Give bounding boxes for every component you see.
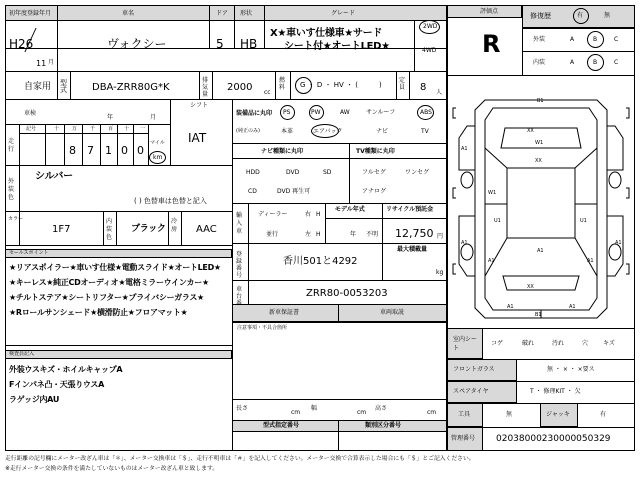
inspection-label: 車検 (24, 110, 37, 117)
inspector-note-2: Fインパネ凸・天張りウスA (9, 380, 104, 389)
capacity-value: 8 (420, 82, 427, 93)
height-unit: cm (427, 409, 437, 416)
type-label: 型式指定番号 (263, 422, 300, 429)
interior-grade-label: 内装 (533, 59, 546, 66)
max-load-unit: kg (436, 269, 444, 276)
diag-label-rear-bl: A1 (507, 304, 514, 310)
footer-line-2: ※走行メーター交換の条件を満たしていないものはメーター改ざん車と致します。 (5, 466, 219, 472)
diag-label-windshield: W1 (535, 140, 544, 146)
tv-analog: アナログ (362, 188, 387, 195)
color-note: ( ) 色替車は色替と記入 (134, 197, 207, 205)
equip-ps: PS (283, 109, 291, 116)
diag-label-door-l2: U1 (494, 218, 501, 224)
inspector-note-1: 外装ウスキズ・ホイルキャップA (9, 365, 123, 374)
handle-right: 右 (305, 211, 312, 218)
import-label: 輸入車 (236, 212, 243, 235)
class-label: 類別区分番号 (365, 422, 402, 429)
recycle-amount: 12,750 (395, 227, 434, 240)
seat-opt-hole: 穴 (582, 340, 589, 347)
diag-label-roof: XX (535, 158, 542, 164)
month-unit: 月 (48, 59, 55, 66)
odo-unit-mile: マイル (150, 140, 165, 146)
usage-value: 自家用 (24, 82, 52, 92)
rating-value: R (482, 30, 501, 58)
capacity-unit: 人 (436, 89, 443, 96)
odo-header-100: 百 (108, 126, 114, 132)
diag-label-rear: B1 (535, 312, 542, 318)
shift-label: シフト (190, 102, 209, 109)
odo-header-symbol: 記号 (26, 126, 37, 132)
odo-unit-km: km (153, 154, 163, 161)
exterior-color-label: 外装色 (8, 178, 15, 201)
interior-seat-label: 室内シート (453, 336, 478, 352)
odo-digit-3: 1 (105, 144, 112, 157)
navi-title: ナビ種類に丸印 (261, 148, 304, 155)
equip-tv: TV (421, 128, 429, 135)
width-label: 幅 (311, 405, 318, 412)
recycle-yen: 円 (437, 233, 444, 240)
capacity-label: 定員 (399, 77, 406, 91)
grade-line1: X★車いす仕様車★サード (270, 28, 383, 39)
mgmt-label: 管理番号 (451, 435, 476, 442)
equip-leather: 本革 (281, 128, 294, 135)
model-year-label: モデル年式 (335, 206, 365, 213)
diag-label-rear-br: A1 (569, 304, 576, 310)
diag-label-door-l: W1 (488, 190, 497, 196)
inspector-notes-label: 検査員記入 (9, 351, 35, 357)
repair-yes: 有 (577, 12, 584, 19)
tools-value: 無 (506, 411, 513, 418)
cc-unit: cc (264, 89, 271, 96)
navi-dvd-play: DVD 再生可 (277, 188, 311, 195)
equip-abs: ABS (420, 109, 432, 116)
odo-digit-5: 0 (137, 144, 144, 157)
equipment-subtitle: (純正のみ) (236, 128, 260, 134)
diag-label-tailgate: XX (527, 284, 534, 290)
equipment-title: 装備品に丸印 (236, 110, 273, 117)
recycle-label: リサイクル預託金 (386, 206, 434, 213)
odo-header-10000: 万 (72, 126, 78, 132)
model-value: DBA-ZRR80G*K (92, 82, 170, 93)
equip-pw: PW (311, 109, 321, 116)
selling-points-label: セールスポイント (9, 250, 49, 256)
shift-value: IAT (188, 131, 207, 145)
odo-header-1: 一 (140, 126, 146, 132)
plate-value: 香川501と4292 (283, 256, 358, 267)
selling-point-3: ★チルトステア★シートリフター★プライバシーガラス★ (9, 293, 204, 302)
interior-grade-b: B (593, 59, 598, 66)
odo-digit-4: 0 (121, 144, 128, 157)
navi-sd: SD (323, 169, 332, 176)
displacement-label: 排気量 (202, 77, 209, 98)
exterior-grade-c: C (614, 36, 619, 43)
car-name-label: 車名 (122, 10, 135, 17)
diag-label-door-r2: U1 (580, 218, 587, 224)
reg-month: 11 (36, 59, 47, 68)
odo-digit-1: 8 (69, 144, 76, 157)
notes-label: 注意事項・不具合箇所 (237, 325, 288, 331)
inspector-notes-header (5, 350, 232, 359)
manual: 車両取説 (380, 309, 405, 316)
seat-opt-burn: コゲ (491, 340, 504, 347)
spare-label: スペアタイヤ (453, 388, 489, 395)
navi-cd: CD (248, 188, 257, 195)
length-label: 長さ (236, 405, 249, 412)
plate-label: 登録番号 (236, 251, 243, 279)
selling-point-1: ★リアスポイラー★車いす仕様★電動スライド★オートLED★ (9, 263, 221, 272)
spare-opts: T ・ 修理KIT ・ 欠 (530, 388, 581, 395)
repair-label: 修復歴 (530, 12, 551, 20)
ac-value: AAC (196, 224, 217, 235)
windshield-opts: 無 ・ × ・ ×要ス (547, 366, 595, 373)
car-damage-diagram (447, 76, 635, 328)
odo-label: 走行 (8, 138, 15, 153)
doors-label: ドア (216, 10, 228, 17)
length-unit: cm (291, 409, 301, 416)
drive-4wd: 4WD (422, 47, 437, 54)
odo-digit-2: 7 (87, 144, 94, 157)
tv-fullseg: フルセグ (362, 169, 386, 176)
jack-label: ジャッキ (546, 411, 570, 418)
seat-opt-tear: 破れ (522, 340, 535, 347)
model-year-unit: 年 (350, 231, 357, 238)
inspection-month: 月 (150, 114, 157, 121)
exterior-grade-b: B (593, 36, 598, 43)
exterior-grade-a: A (570, 36, 575, 43)
grade-label: グレード (331, 10, 356, 17)
car-name: ヴォクシー (107, 37, 167, 51)
diag-label-hood: XX (527, 128, 534, 134)
reg-era-year: H26 (9, 37, 34, 51)
width-unit: cm (357, 409, 367, 416)
diag-label-qtr-l: A1 (488, 258, 495, 264)
model-label: 型式 (60, 79, 67, 94)
footer-line-1: 走行距離の記号欄にメーター改ざん車は「＊」、メーター交換車は「＄」、走行不明車は「＃」を記入してください。メーター交換で合算表示した場合にも「＄」とご記入ください。 (5, 456, 475, 462)
body-type-value: HB (240, 37, 258, 51)
equip-navi: ナビ (376, 128, 389, 135)
diag-label-front: B1 (537, 98, 544, 104)
import-dealer: ディーラー (258, 211, 288, 218)
vin-value: ZRR80-0053203 (306, 288, 388, 299)
handle-h-1: H (316, 211, 321, 218)
diag-label-rear-r: A1 (615, 240, 622, 246)
seat-opt-dirt: 汚れ (552, 340, 565, 347)
repair-no: 無 (604, 12, 611, 19)
diag-label-qtr-r: A1 (587, 258, 594, 264)
interior-grade-a: A (570, 59, 575, 66)
displacement-value: 2000 (227, 82, 253, 93)
height-label: 高さ (375, 405, 388, 412)
vin-label: 車台 (236, 286, 243, 300)
tv-title: TV種類に丸印 (356, 148, 395, 155)
exterior-color-value: シルバー (35, 171, 73, 182)
equip-airbag: エアバック (313, 128, 343, 135)
color-code-label: カラー (8, 216, 24, 222)
exterior-grade-label: 外装 (533, 36, 546, 43)
navi-hdd: HDD (246, 169, 260, 176)
diag-label-center: A1 (537, 248, 544, 254)
equip-aw: AW (340, 109, 350, 116)
body-type-label: 形状 (240, 10, 253, 17)
odo-header-10: 十 (124, 126, 130, 132)
odo-header-10k: 十 (54, 126, 60, 132)
ac-label: 冷房 (171, 218, 178, 233)
interior-grade-c: C (614, 59, 619, 66)
handle-h-2: H (316, 231, 321, 238)
selling-point-2: ★キーレス★純正CDオーディオ★電格ミラーウインカー★ (9, 278, 209, 287)
diag-label-fender-l: A1 (461, 146, 468, 152)
windshield-label: フロントガラス (453, 366, 495, 373)
seat-opt-scratch: キズ (603, 340, 615, 347)
mgmt-number: 02038000230000050329 (496, 434, 611, 444)
doors-value: 5 (216, 37, 224, 51)
tools-label: 工具 (458, 411, 471, 418)
selling-point-4: ★Rロールサンシェード★横滑防止★フロアマット★ (9, 308, 188, 317)
warranty-header (232, 304, 447, 322)
navi-dvd: DVD (286, 169, 300, 176)
tv-oneseg: ワンセグ (405, 169, 430, 176)
odo-header-1000: 千 (90, 126, 96, 132)
new-warranty: 新車保証書 (269, 309, 300, 316)
inspection-year: 年 (107, 114, 114, 121)
reg-year-label: 初年度登録年月 (9, 10, 52, 17)
handle-left: 左 (305, 231, 312, 238)
equip-sunroof: サンルーフ (366, 109, 396, 116)
grade-line2: シート付★オートLED★ (284, 41, 390, 52)
fuel-label: 燃料 (279, 77, 286, 91)
fuel-options: G ・ D ・ HV ・ ( ) (300, 81, 382, 89)
interior-color-value: ブラック (131, 224, 166, 234)
rating-label: 評価点 (480, 8, 499, 15)
interior-color-label: 内装色 (106, 218, 113, 241)
diag-label-rear-l: A1 (461, 240, 468, 246)
drive-2wd: 2WD (423, 23, 438, 30)
max-load-label: 最大積載量 (397, 246, 428, 253)
inspector-note-3: ラゲッジ内AU (9, 395, 60, 404)
model-year-unknown: 不明 (366, 231, 379, 238)
color-code-value: 1F7 (52, 224, 71, 235)
jack-value: 有 (600, 411, 607, 418)
import-parallel: 並行 (266, 231, 279, 238)
